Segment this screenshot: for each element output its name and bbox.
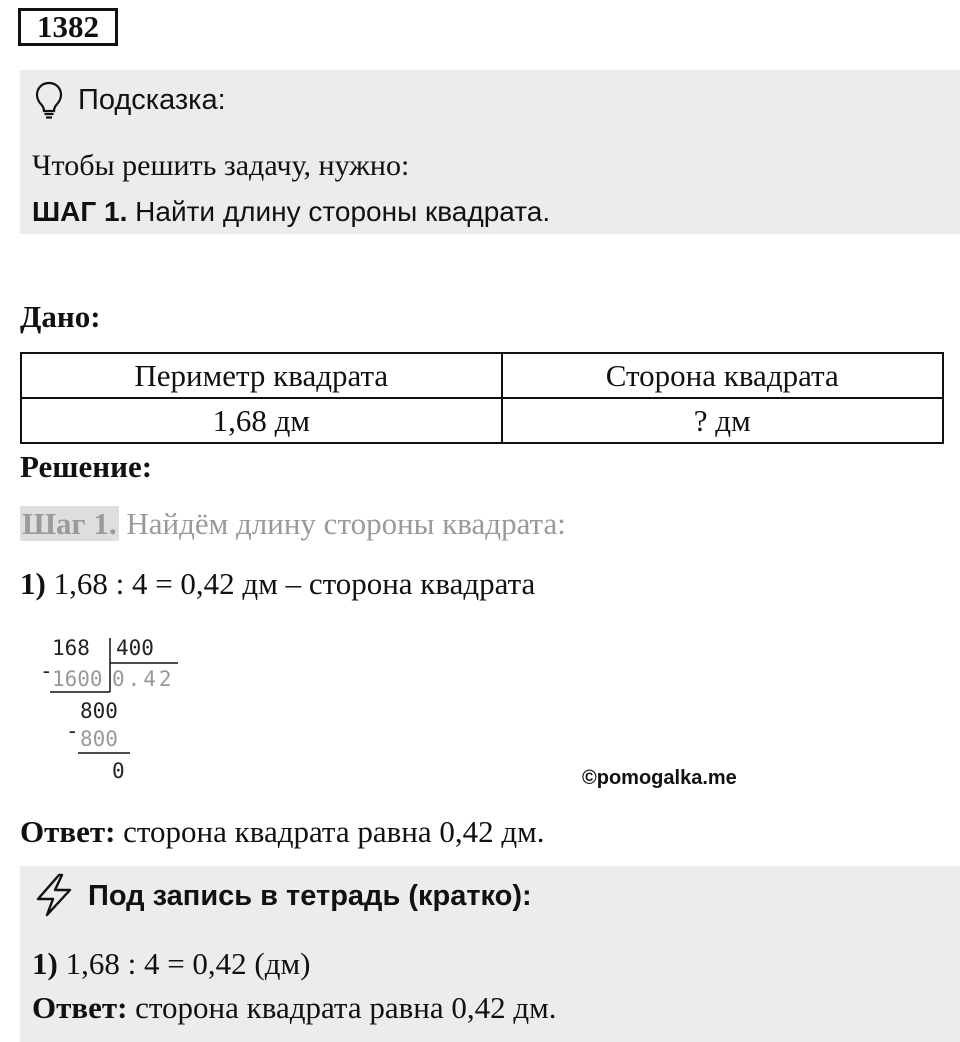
calculation-line (20, 564, 535, 604)
brief-calc-number: 1) (32, 946, 58, 981)
divisor: 400 (116, 636, 154, 660)
long-division (0, 630, 200, 790)
table-header-row (21, 353, 943, 398)
remainder-1: 800 (80, 699, 118, 723)
given-heading: Дано: (20, 299, 101, 334)
answer-line (20, 812, 545, 852)
minus-sign: - (66, 719, 79, 743)
dividend: 168 (52, 636, 90, 660)
calculation-text: 1,68 : 4 = 0,42 дм – сторона квадрата (45, 566, 536, 601)
brief-answer-label: Ответ: (32, 990, 128, 1025)
lightbulb-icon (34, 80, 64, 120)
hint-step-text: Найти длину стороны квадрата. (127, 196, 551, 227)
calculation-number: 1) (20, 566, 46, 601)
solution-heading: Решение: (20, 449, 153, 484)
brief-calc-text: 1,68 : 4 = 0,42 (дм) (57, 946, 311, 981)
table-header-cell: Периметр квадрата (21, 353, 502, 398)
given-table (20, 352, 944, 444)
watermark: ©pomogalka.me (582, 767, 737, 789)
problem-number: 1382 (18, 8, 118, 46)
hint-intro: Чтобы решить задачу, нужно: (32, 149, 410, 182)
brief-title: Под запись в тетрадь (кратко): (88, 880, 532, 912)
hint-title: Подсказка: (78, 84, 226, 116)
minus-sign: - (40, 659, 53, 683)
answer-text: сторона квадрата равна 0,42 дм. (115, 814, 545, 849)
hint-step (32, 194, 550, 230)
brief-calculation (32, 944, 310, 984)
table-header-cell: Сторона квадрата (502, 353, 943, 398)
remainder-2: 0 (112, 759, 125, 783)
subtrahend-2: 800 (80, 727, 118, 751)
brief-answer-text: сторона квадрата равна 0,42 дм. (127, 990, 557, 1025)
table-cell: ? дм (502, 398, 943, 443)
lightning-icon (32, 872, 76, 918)
subtrahend-1: 1600 (52, 667, 103, 691)
brief-answer (32, 988, 557, 1028)
answer-label: Ответ: (20, 814, 116, 849)
hint-step-label: ШАГ 1. (32, 196, 128, 227)
table-cell: 1,68 дм (21, 398, 502, 443)
solution-step-text: Найдём длину стороны квадрата: (118, 506, 566, 541)
table-row (21, 398, 943, 443)
quotient: 0.42 (112, 667, 175, 691)
solution-step (20, 504, 566, 544)
solution-step-label: Шаг 1. (22, 506, 117, 541)
